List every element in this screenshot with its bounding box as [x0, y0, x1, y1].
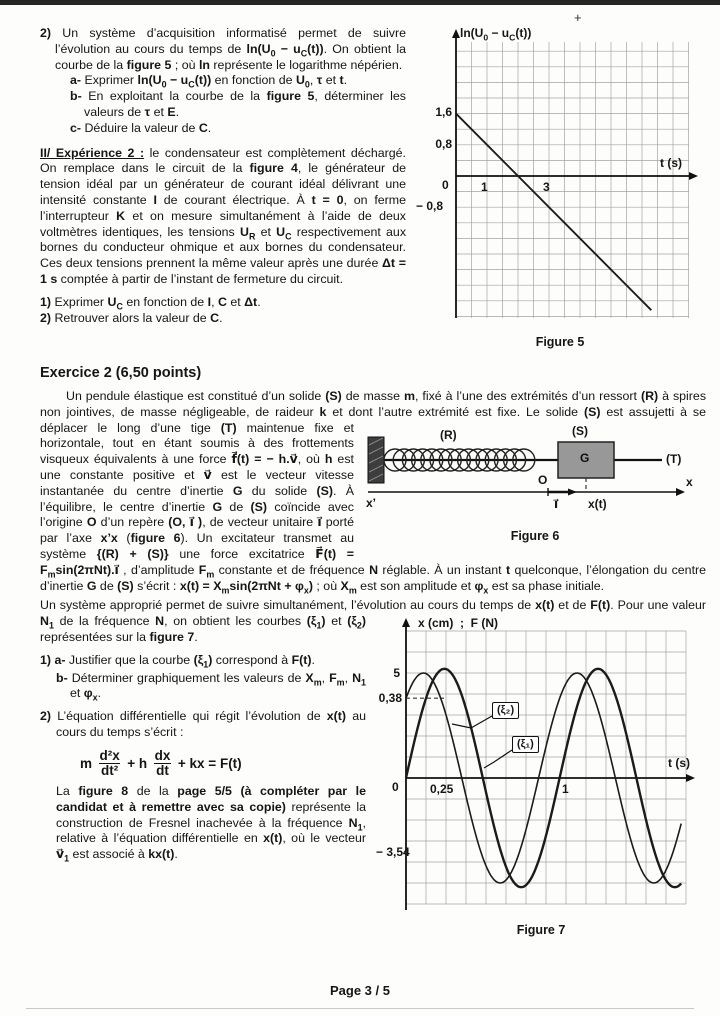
intro-text-part1: Un pendule élastique est constitué d’un solide (S) de masse m, fixé à l’une des extrémités d’un ressort (R) à spires non jointives, de masse négligeable, de raideur k et dont l’autre extrémité est fixe. Le: [40, 389, 707, 419]
figure7-graph-wrap: [376, 616, 706, 921]
eq-frac2-num: dx: [154, 747, 171, 763]
fig5-xtick-3: 3: [543, 180, 550, 194]
figure-7: [376, 616, 706, 939]
page-footer: Page 3 / 5: [330, 983, 390, 998]
intro-text-part2: solide (S) est assujetti à se déplacer le long d’une tige (T) maintenue fixe et horizontale, tout en étant soumis à des frottements visqueux équivalents à une force f⃗(t) = − h.v⃗, où h est une constante positive et v⃗ est le vecteur vitesse instantanée du centre d’inertie G du solide (S). À l’équilibre, le centre d’inertie G de (S) coïncide avec l’origine O d’un repère (O, i⃗ ), de vecteur unitaire i⃗ porté par l’axe x’x (figure 6). Un excitateur transmet au système {(R) + (S)} une force excitatrice F⃗(t) = $F_m\sin(2\pi Nt).i⃗$ , d’amplitude $F_m$ constante et de fréquence N réglable. À un instant t quelconque, l’élongation du centre d’inertie G de (S) s’écrit : $x(t) = X_m\sin(2\pi Nt + \varphi_x)$ ; où $X_m$ est son amplitude et $\varphi_x$ est sa phase initiale.: [40, 404, 707, 596]
fig7-y-axis-label: x (cm) ; F (N): [418, 616, 498, 631]
fig7-xtick-1: 1: [562, 782, 569, 797]
fig6-label-g: G: [580, 450, 590, 465]
figure7-graph: [376, 616, 702, 916]
figure-6: [364, 423, 706, 546]
ex2-question-1a: 1) a- Justifier que la courbe $(\xi_1)$ correspond à F(t).: [40, 652, 315, 670]
fig7-callout-xi1: (ξ₁): [512, 736, 539, 753]
figure5-graph: [414, 26, 700, 328]
eq-mass-term: m: [80, 755, 93, 771]
fig5-ytick-neg-0-8: − 0,8: [416, 199, 444, 213]
fig5-y-axis-label: $\ln(U_0 - u_C(t))$: [460, 26, 532, 43]
exercise1-section: [40, 26, 706, 349]
fig6-label-i-vector: i⃗: [554, 496, 559, 511]
exercise2-intro: [40, 389, 706, 594]
fig5-x-axis-label: t (s): [660, 156, 682, 170]
eq-damping-term: + h: [127, 755, 148, 771]
fig7-ytick-0-38: 0,38: [378, 691, 402, 706]
ex2-question-2: 2) L’équation différentielle qui régit l’évolution de x(t) au cours du temps s’écrit :: [40, 709, 366, 739]
exercise1-text-column: [40, 26, 406, 349]
fig7-ytick-neg-3-54: − 3,54: [376, 845, 410, 860]
fig6-label-xt: x(t): [588, 496, 607, 511]
fig7-callout-xi2: (ξ₂): [492, 702, 519, 719]
scan-edge-bottom: [26, 1008, 694, 1009]
figure5-caption: Figure 5: [535, 335, 585, 349]
fig5-ytick-1-6: 1,6: [435, 105, 452, 119]
fig7-ytick-0: 0: [392, 780, 399, 795]
fig5-ytick-0-8: 0,8: [435, 137, 452, 151]
fig6-label-ressort: (R): [440, 427, 457, 442]
scan-edge-top: [0, 0, 720, 5]
exercise2-title: Exercice 2 (6,50 points): [40, 365, 202, 381]
registration-mark: +: [574, 10, 582, 25]
figure6-caption: Figure 6: [510, 529, 560, 544]
eq-stiffness-term: + kx = F(t): [177, 755, 242, 771]
eq-second-derivative-fraction: [99, 749, 120, 778]
paragraph-suivi-part2: F(t). Pour une valeur $N_1$ de la fréquence N, on obtient les courbes $(\xi_1)$ et $(\xi_2)$ représentées sur la figure 7.: [40, 598, 706, 644]
ex2-question-1b: b- Déterminer graphiquement les valeurs de $X_m$, $F_m$, $N_1$ et $\varphi_x$.: [56, 670, 366, 703]
fig5-ytick-0: 0: [442, 178, 449, 192]
eq-frac1-den: dt²: [101, 762, 119, 778]
figure6-drawing: [364, 423, 704, 523]
fig6-label-x-prime: x’: [366, 495, 377, 510]
eq-first-derivative-fraction: [154, 749, 171, 778]
question-2b: b- En exploitant la courbe de la figure 5, déterminer les valeurs de τ et E.: [70, 89, 406, 119]
exercise2-questions-section: [40, 598, 706, 940]
differential-equation: [80, 749, 242, 778]
paragraph-suivi-part1: Un système approprié permet de suivre simultanément, l’évolution au cours du temps de x(t) et de: [40, 598, 587, 613]
question-2: 2) Un système d’acquisition informatisé permet de suivre l’évolution au cours du temps de $\ln(U_0 - u_C(t))$. On obtient la courbe de la figure 5 ; où ln représente le logarithme népérien.: [40, 26, 406, 72]
fig6-label-solide: (S): [572, 423, 588, 438]
fig6-label-x: x: [686, 474, 693, 489]
eq-frac2-den: dt: [156, 762, 169, 778]
fig7-ytick-5: 5: [393, 666, 400, 681]
fig5-xtick-1: 1: [481, 180, 488, 194]
figure5-column: [414, 26, 706, 349]
experience-2-paragraph: II/ Expérience 2 : le condensateur est complètement déchargé. On remplace dans le circuit de la figure 4, le générateur de tension idéal par un générateur de courant idéal délivrant une intensité constante I de courant électrique. À t = 0, on ferme l’interrupteur K et on mesure simultanément à l’aide de deux voltmètres identiques, les tensions $U_R$ et $U_C$ respectivement aux bornes du conducteur ohmique et aux bornes du condensateur. Ces deux tensions prennent la même valeur après une durée Δt = 1 s comptée à partir de l’instant de fermeture du circuit.: [40, 145, 407, 286]
figure8-paragraph: La figure 8 de la page 5/5 (à compléter par le candidat et à remettre avec sa copie) représente la construction de Fresnel inachevée à la fréquence $N_1$, relative à l’équation différentielle en x(t), où le vecteur $v⃗_1$ est associé à kx(t).: [56, 784, 366, 864]
question-2c: c- Déduire la valeur de C.: [70, 120, 212, 135]
figure6-drawing-wrap: [364, 423, 706, 528]
figure7-caption: Figure 7: [516, 922, 566, 937]
question-2a: a- Exprimer $\ln(U_0 - u_C(t))$ en fonction de $U_0$, τ et t.: [70, 73, 348, 90]
fig7-xtick-0-25: 0,25: [430, 782, 454, 797]
figure-5: [414, 26, 706, 333]
fig6-label-o: O: [538, 472, 548, 487]
eq-frac1-num: d²x: [99, 747, 120, 763]
exp2-question-1: 1) Exprimer $U_C$ en fonction de I, C et Δt.: [40, 294, 261, 312]
fig7-x-axis-label: t (s): [668, 756, 690, 771]
exp2-question-2: 2) Retrouver alors la valeur de C.: [40, 310, 223, 325]
fig6-label-tige: (T): [666, 451, 682, 466]
